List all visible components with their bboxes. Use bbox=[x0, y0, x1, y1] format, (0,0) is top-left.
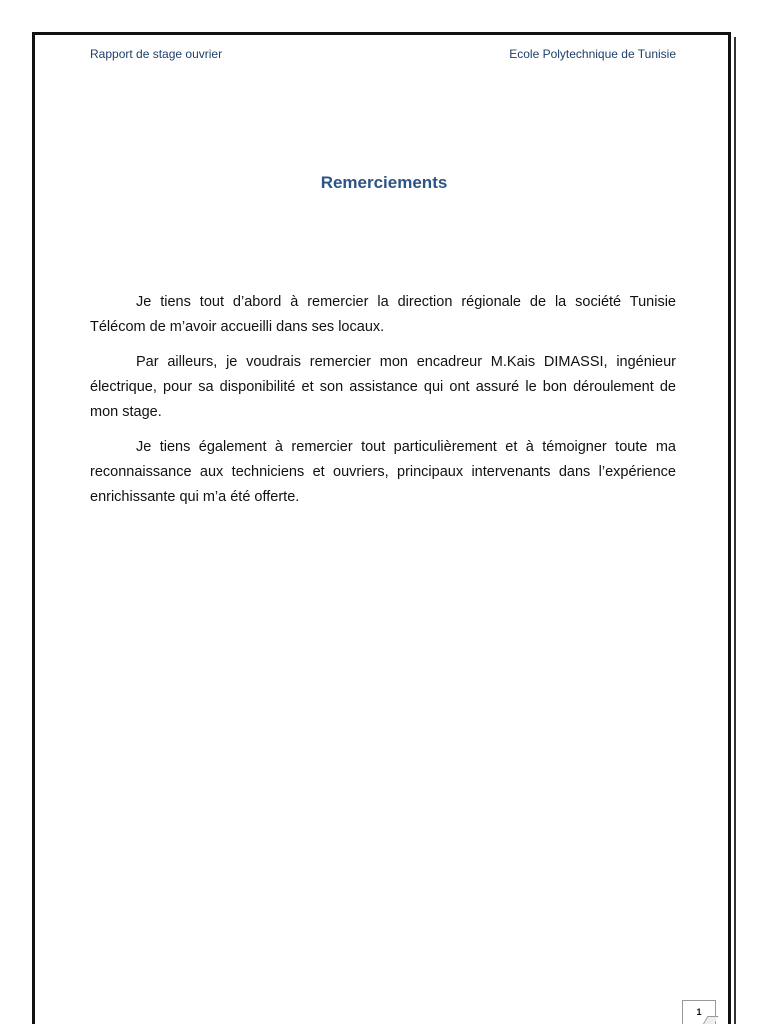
paragraph-1: Je tiens tout d’abord à remercier la direction régionale de la société Tunisie Télécom de m’avoir accueilli dans ses locaux. bbox=[90, 294, 676, 335]
header-left-text: Rapport de stage ouvrier bbox=[90, 47, 223, 61]
paragraph-2: Par ailleurs, je voudrais remercier mon encadreur M.Kais DIMASSI, ingénieur électrique, pour sa disponibilité et son assistance qui ont assuré le bon déroulement de mon stage. bbox=[90, 354, 676, 420]
header-right-text: Ecole Polytechnique de Tunisie bbox=[509, 47, 676, 61]
page-title: Remerciements bbox=[320, 173, 448, 192]
paragraph-3: Je tiens également à remercier tout particulièrement et à témoigner toute ma reconnaissance aux techniciens et ouvriers, principaux intervenants dans l’expérience enrichissante qui m’a été offerte. bbox=[90, 439, 676, 505]
body-text bbox=[90, 290, 676, 520]
page-number: 1 bbox=[682, 1000, 716, 1024]
